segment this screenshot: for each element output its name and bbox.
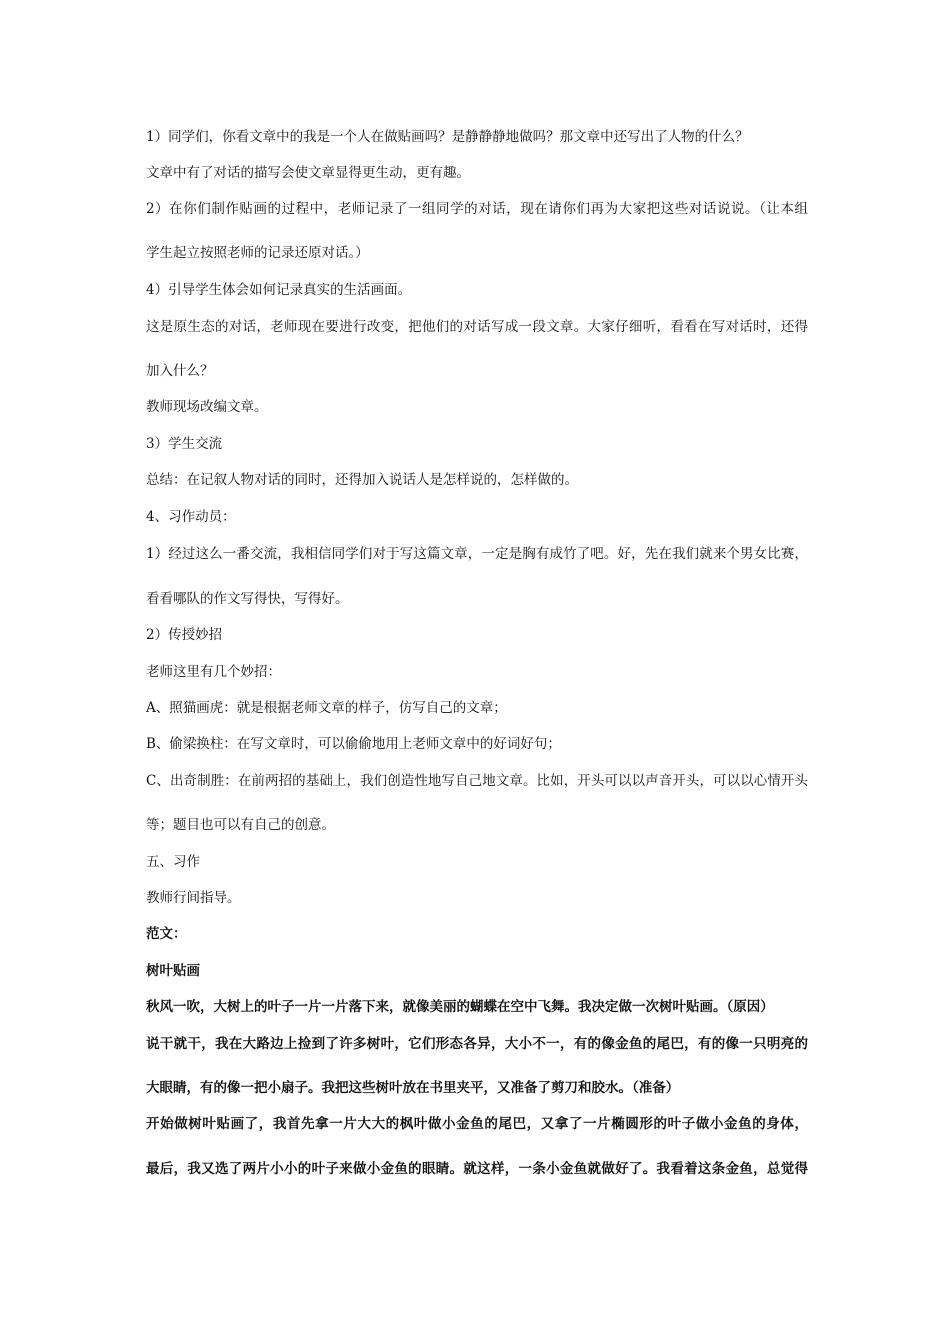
paragraph-line: 五、习作 [146, 854, 200, 870]
sample-line: 开始做树叶贴画了，我首先拿一片大大的枫叶做小金鱼的尾巴，又拿了一片椭圆形的叶子做小金鱼的身体， [146, 1116, 808, 1132]
paragraph-line: 老师这里有几个妙招： [146, 664, 281, 680]
paragraph-line: C、出奇制胜：在前两招的基础上，我们创造性地写自己地文章。比如，开头可以以声音开头，可以以心情开头 [146, 773, 808, 789]
paragraph-line: 学生起立按照老师的记录还原对话。） [146, 245, 369, 261]
sample-label: 范文： [146, 926, 187, 942]
paragraph-line: 加入什么？ [146, 363, 214, 379]
sample-title: 树叶贴画 [146, 963, 200, 979]
paragraph-line: 1）经过这么一番交流，我相信同学们对于写这篇文章，一定是胸有成竹了吧。好，先在我们就来个男女比赛， [146, 546, 808, 562]
paragraph-line: 教师行间指导。 [146, 890, 241, 906]
sample-line: 秋风一吹，大树上的叶子一片一片落下来，就像美丽的蝴蝶在空中飞舞。我决定做一次树叶贴画。（原因） [146, 999, 774, 1015]
paragraph-line: A、照猫画虎：就是根据老师文章的样子，仿写自己的文章； [146, 700, 507, 716]
paragraph-line: 看看哪队的作文写得快，写得好。 [146, 591, 349, 607]
paragraph-line: 总结：在记叙人物对话的同时，还得加入说话人是怎样说的，怎样做的。 [146, 472, 578, 488]
paragraph-line: B、偷梁换柱：在写文章时，可以偷偷地用上老师文章中的好词好句； [146, 736, 561, 752]
paragraph-line: 4、习作动员： [146, 509, 236, 525]
paragraph-line: 教师现场改编文章。 [146, 399, 268, 415]
paragraph-line: 等；题目也可以有自己的创意。 [146, 817, 335, 833]
paragraph-line: 4）引导学生体会如何记录真实的生活画面。 [146, 282, 412, 298]
sample-line: 说干就干，我在大路边上捡到了许多树叶，它们形态各异，大小不一，有的像金鱼的尾巴，有的像一只明亮的 [146, 1036, 808, 1052]
sample-line: 大眼睛，有的像一把小扇子。我把这些树叶放在书里夹平，又准备了剪刀和胶水。（准备） [146, 1080, 680, 1096]
paragraph-line: 文章中有了对话的描写会使文章显得更生动，更有趣。 [146, 165, 470, 181]
sample-line: 最后，我又选了两片小小的叶子来做小金鱼的眼睛。就这样，一条小金鱼就做好了。我看着这条金鱼，总觉得 [146, 1161, 808, 1177]
paragraph-line: 2）传授妙招 [146, 627, 223, 643]
paragraph-line: 1）同学们，你看文章中的我是一个人在做贴画吗？是静静静地做吗？那文章中还写出了人物的什么？ [146, 129, 749, 145]
paragraph-line: 3）学生交流 [146, 436, 223, 452]
paragraph-line: 这是原生态的对话，老师现在要进行改变，把他们的对话写成一段文章。大家仔细听，看看在写对话时，还得 [146, 319, 808, 335]
paragraph-line: 2）在你们制作贴画的过程中，老师记录了一组同学的对话，现在请你们再为大家把这些对话说说。（让本组 [146, 201, 808, 217]
